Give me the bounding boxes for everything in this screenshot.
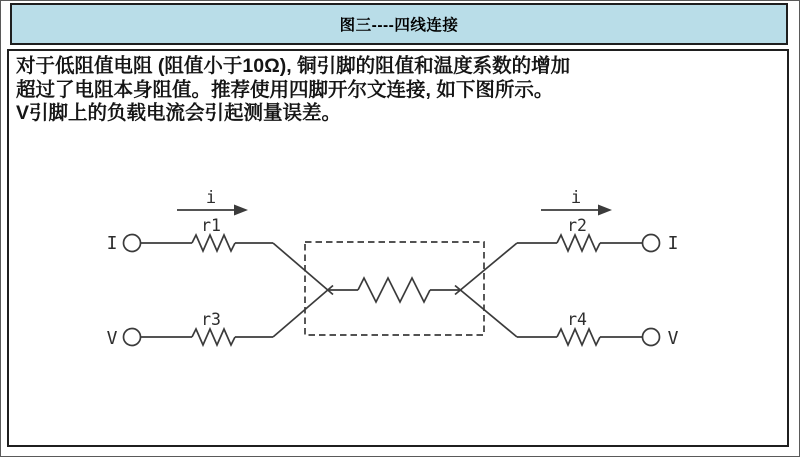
description-line-3: V引脚上的负载电流会引起测量误差。: [16, 102, 342, 124]
figure-title: 图三----四线连接: [339, 17, 459, 34]
diagonal-left-bottom: [273, 286, 333, 338]
label-terminal-voltage-right: V: [667, 328, 679, 349]
label-current-right: i: [570, 188, 582, 208]
terminal-circle-current-right: [643, 235, 660, 252]
description-line-1: 对于低阻值电阻 (阻值小于10Ω), 铜引脚的阻值和温度系数的增加: [16, 55, 571, 77]
current-arrowhead-left-icon: [234, 205, 248, 216]
diagonal-right-bottom: [455, 286, 517, 338]
diagonal-right-top: [455, 243, 517, 295]
resistor-r3: [192, 329, 235, 345]
dut-dashed-box: [305, 242, 484, 335]
terminal-circle-current-left: [124, 235, 141, 252]
label-current-left: i: [205, 188, 217, 208]
resistor-r4: [557, 329, 600, 345]
resistor-r2: [557, 235, 600, 251]
diagonal-left-top: [273, 243, 333, 295]
label-resistor-r1: r1: [201, 216, 221, 235]
description-line-2: 超过了电阻本身阻值。推荐使用四脚开尔文连接, 如下图所示。: [16, 78, 554, 101]
resistor-r1: [192, 235, 235, 251]
terminal-circle-voltage-right: [643, 329, 660, 346]
label-terminal-current-right: I: [667, 233, 679, 254]
terminal-circle-voltage-left: [124, 329, 141, 346]
label-resistor-r3: r3: [201, 310, 221, 329]
label-terminal-voltage-left: V: [106, 328, 118, 349]
label-resistor-r4: r4: [567, 310, 587, 329]
current-arrowhead-right-icon: [598, 205, 612, 216]
label-terminal-current-left: I: [106, 233, 118, 254]
label-resistor-r2: r2: [567, 216, 587, 235]
resistor-dut: [358, 278, 430, 302]
